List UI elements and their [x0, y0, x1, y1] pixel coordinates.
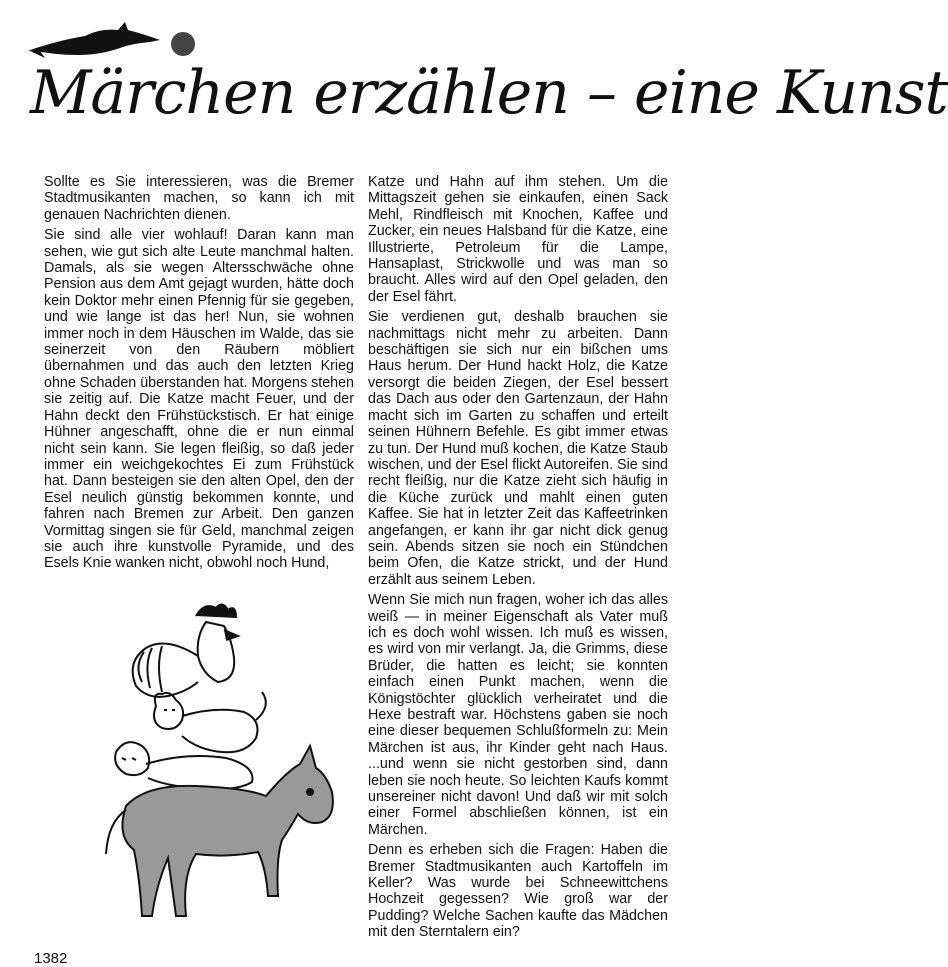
paragraph: Katze und Hahn auf ihm stehen. Um die Mittagszeit gehen sie einkaufen, einen Sack Mehl, Rindfleisch mit Knochen, Kaffee und Zucker, ein neues Halsband für die Katze, eine Illustrierte, Petroleum für die Lampe, Hansaplast, Strickwolle und was man so braucht. Alles wird auf den Opel geladen, den der Esel fährt.: [368, 174, 668, 305]
cat-icon: [154, 692, 266, 752]
paragraph: Denn es erheben sich die Fragen: Haben die Bremer Stadtmusikanten auch Kartoffeln im Keller? Was wurde bei Schneewittchens Hochzeit gegessen? Wie groß war der Pudding? Welche Sachen kaufte das Mädchen mit den Sterntalern ein?: [368, 842, 668, 941]
right-column: [368, 174, 668, 945]
rooster-icon: [133, 604, 238, 696]
paragraph: Wenn Sie mich nun fragen, woher ich das alles weiß — in meiner Eigenschaft als Vater muß ich es doch wohl wissen. Ich muß es wissen, es wird von mir verlangt. Ja, die Grimms, diese Brüder, die hatten es leicht; sie konnten einfach einen Punkt machen, wenn die Königstöchter glücklich verheiratet und die Hexe bestraft war. Höchstens gaben sie noch eine dieser bequemen Schlußformeln zu: Mein Märchen ist aus, ihr Kinder geht nach Haus. ...und wenn sie nicht gestorben sind, dann leben sie noch heute. So leichten Kaufs kommt unsereiner nicht davon! Und daß wir mit solch einer Formel abschließen können, ist ein Märchen.: [368, 592, 668, 838]
paragraph: Sollte es Sie interessieren, was die Bremer Stadtmusikanten machen, so kann ich mit genauen Nachrichten dienen.: [44, 174, 354, 223]
bremen-musicians-illustration: [86, 596, 354, 946]
donkey-icon: [106, 746, 333, 916]
left-column: [44, 174, 354, 576]
paragraph: Sie sind alle vier wohlauf! Daran kann man sehen, wie gut sich alte Leute manchmal halten. Damals, als sie wegen Altersschwäche ohne Pension aus dem Amt gejagt wurden, hätte doch kein Doktor mehr einen Pfennig für sie gegeben, und wie lange ist das her! Nun, sie wohnen immer noch in dem Häuschen im Walde, das sie seinerzeit von den Räubern möbliert übernahmen und das auch den letzten Krieg ohne Schaden überstanden hat. Morgens stehen sie zeitig auf. Die Katze macht Feuer, und der Hahn deckt den Frühstückstisch. Er hat einige Hühner angeschafft, ohne die er nun einmal nicht sein kann. Sie legen fleißig, so daß jeder immer ein weichgekochtes Ei zum Frühstück hat. Dann besteigen sie den alten Opel, den der Esel neulich günstig bekommen konnte, und fahren nach Bremen zur Arbeit. Den ganzen Vormittag singen sie für Geld, manchmal zeigen sie auch ihre kunstvolle Pyramide, und des Esels Knie wanken nicht, obwohl noch Hund,: [44, 227, 354, 572]
page-title: Märchen erzählen – eine Kunst: [30, 58, 948, 128]
dog-icon: [115, 742, 252, 789]
header: [0, 0, 948, 160]
page-number: 1382: [34, 950, 68, 967]
paragraph: Sie verdienen gut, deshalb brauchen sie nachmittags nicht mehr zu arbeiten. Dann beschäftigen sie sich nur ein bißchen ums Haus herum. Der Hund hackt Holz, die Katze versorgt die beiden Ziegen, der Esel bessert das Dach aus oder den Gartenzaun, der Hahn macht sich im Garten zu schaffen und erteilt seinen Hühnern Befehle. Es gibt immer etwas zu tun. Der Hund muß kochen, die Katze Staub wischen, und der Esel flickt Autoreifen. Sie sind recht fleißig, nur die Katze zieht sich häufig in die Küche zurück und mahlt einen guten Kaffee. Sie hat in letzter Zeit das Kaffeetrinken angefangen, er kann ihr gar nicht dick genug sein. Abends sitzen sie noch ein Stündchen beim Ofen, die Katze strickt, und der Hund erzählt aus seinem Leben.: [368, 309, 668, 588]
